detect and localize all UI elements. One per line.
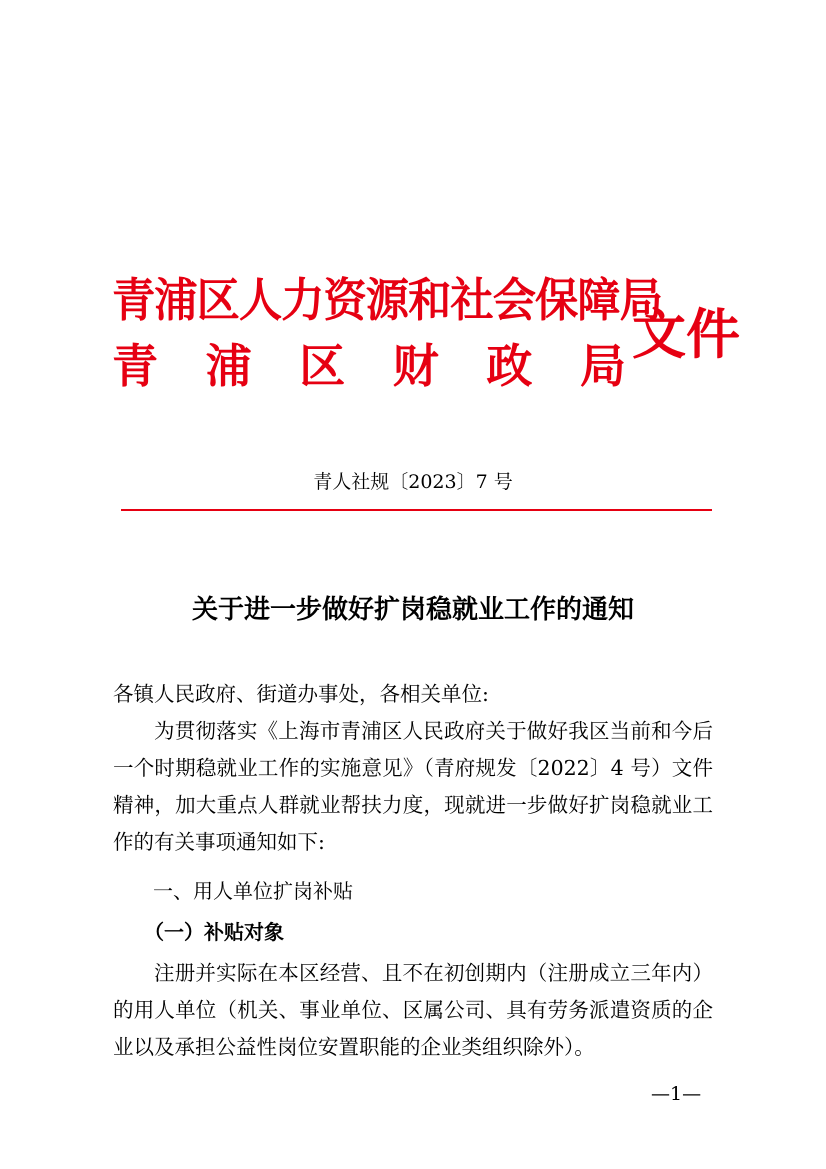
red-divider-line — [121, 509, 712, 511]
document-type-label: 文件 — [632, 302, 740, 366]
issuer-line-2-char: 局 — [579, 339, 626, 393]
issuer-line-2-char: 区 — [299, 339, 346, 393]
section-heading: 一、用人单位扩岗补贴 — [153, 879, 353, 903]
issuer-line-2-char: 政 — [486, 339, 533, 393]
page-number: —1— — [651, 1083, 702, 1105]
document-number: 青人社规〔2023〕7 号 — [313, 471, 513, 493]
body-paragraph-2: 注册并实际在本区经营、且不在初创期内（注册成立三年内）的用人单位（机关、事业单位、区属公司、具有劳务派遣资质的企业以及承担公益性岗位安置职能的企业类组织除外）。 — [113, 961, 713, 1059]
issuer-line-2-char: 浦 — [205, 339, 252, 393]
body-paragraph-1: 为贯彻落实《上海市青浦区人民政府关于做好我区当前和今后一个时期稳就业工作的实施意见》（青府规发〔2022〕4 号）文件精神，加大重点人群就业帮扶力度，现就进一步做好扩岗稳就业工作的有关事项通知如下: — [113, 719, 713, 854]
issuer-line-1: 青浦区人力资源和社会保障局 — [112, 273, 662, 327]
issuer-line-2-char: 财 — [392, 339, 439, 393]
document-title: 关于进一步做好扩岗稳就业工作的通知 — [191, 595, 634, 625]
salutation: 各镇人民政府、街道办事处，各相关单位: — [113, 682, 489, 706]
issuer-line-2 — [112, 341, 626, 391]
issuer-line-2-char: 青 — [112, 339, 158, 393]
sub-section-heading: （一）补贴对象 — [144, 920, 284, 944]
